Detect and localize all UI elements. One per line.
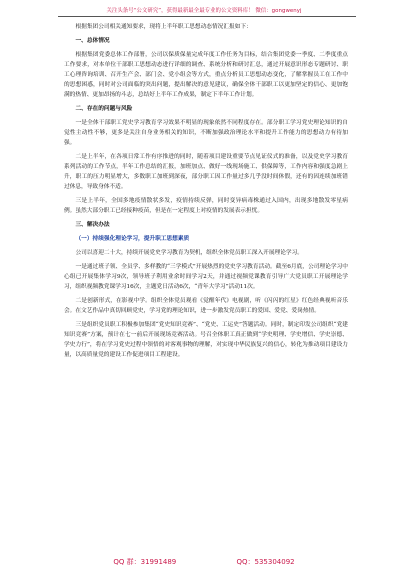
solution-paragraph-2: 一是通过班子领、全员学、多样教的“三学模式”开展热烈的党史学习教育活动。截至6月底，公司理论学习中心组已开展集体学习9次，领导班子利用业余时间学习2天，并通过视频党课教育引导广大党员职工开展理论学习，组织视频教党课学习16次，主题党日活动6次，“青年大学习”活动11次。 <box>64 264 348 290</box>
solution-paragraph-1: 公司以喜迎二十大，持续开展党史学习教育为契机，组织全体党员职工深入开展理论学习。 <box>75 250 303 256</box>
solution-paragraph-3: 二是创新形式，在影视中学。组织全体党员观看《觉醒年代》电视剧，听《闪闪的红星》红色经典视听音乐会。在文艺作品中真切回顾党史，学习党的理论知识，进一步激发党员职工的爱国、爱党、爱岗热情。 <box>64 298 348 314</box>
footer-qq-group: QQ 群：31991489 <box>113 558 177 566</box>
solution-paragraph-4: 三是组织党员职工积极参加集团“党史知识竞赛”、“党史、工运史”答题活动。同时，制定印发公司组织“党建知识竞赛”方案，预计在七一前后开展现场竞赛活动。号召全体职工真正做到“学史明理、学史增信、学史崇德、学史力行”，将在学习党史过程中领悟的对客观事物的理解，对实现中华民族复兴的信心，转化为推动项目建设力量，以高质量党的建设工作促进项目工程建设。 <box>64 322 348 358</box>
header-banner: 关注头条号“公文研究”，获得最新最全最专业的公文资料库！ 微信：gongwenyj <box>106 8 302 14</box>
footer-qq-number: QQ：535304092 <box>236 558 295 566</box>
problem-paragraph-1: 一是全体干部职工党史学习教育学习效果不明显的现象依然不同程度存在。部分职工学习党史理论知识的自觉性主动性不够，更多是关注自身业务相关的知识，不断加强政治理论水平和提升工作能力的思想动力有待加强。 <box>64 120 348 146</box>
section-heading-overview: 一、总体情况 <box>75 38 110 44</box>
header-rule <box>58 16 356 17</box>
problem-paragraph-2: 二是上半年，在各项日常工作有序推进的同时，随着项目建设重要节点见证仪式的准备，以及党史学习教育系列活动的工作节点，半年工作总结的汇报，加班加点、做好一线现场施工、供保障等，工作内容和强度急剧上升，职工的压力明显增大，多数职工加班到深夜，部分职工因工作量过多几乎没时间休假，还有的因连续加班错过休息，导致身体不适。 <box>64 154 348 190</box>
problem-paragraph-3: 三是上半年，全国多地疫情散状多发，疫情持续反弹，同时变异病毒株通过入国内，出现多地散发零星病例。虽然大部分职工已经接种疫苗，但是在一定程度上对疫情的发展表示担忧。 <box>64 198 348 214</box>
intro-paragraph: 根据集团公司相关通知要求，现将上半年职工思想动态情况汇报如下： <box>75 24 252 30</box>
document-body <box>64 22 348 360</box>
overview-paragraph: 根据集团党委总体工作部署，公司以保质保量完成年度工作任务为目标，结合集团党委一季度、二季度重点工作要求，对本单位干部职工思想动态进行详细的调查、系统分析和研讨汇总，通过开展意识形态专题研讨、职工心理咨询培训、召开生产会、部门会、党小组会等方式，重点分析员工思想动态变化，了解掌握员工在工作中的思想困惑，同时对公司面临的突出问题，提出解决的意见建议，确保全体干部职工以更加坚定的信心、更加饱满的热情、更加昂扬的斗志，总结好上半年工作成果，制定下半年工作计划。 <box>64 52 348 98</box>
footer-contact <box>0 557 408 567</box>
section-heading-solutions: 三、解决办法 <box>75 222 110 228</box>
section-heading-problems: 二、存在的问题与风险 <box>75 106 133 112</box>
subsection-heading-theory: （一）持续强化理论学习，提升职工思想素质 <box>75 236 190 242</box>
